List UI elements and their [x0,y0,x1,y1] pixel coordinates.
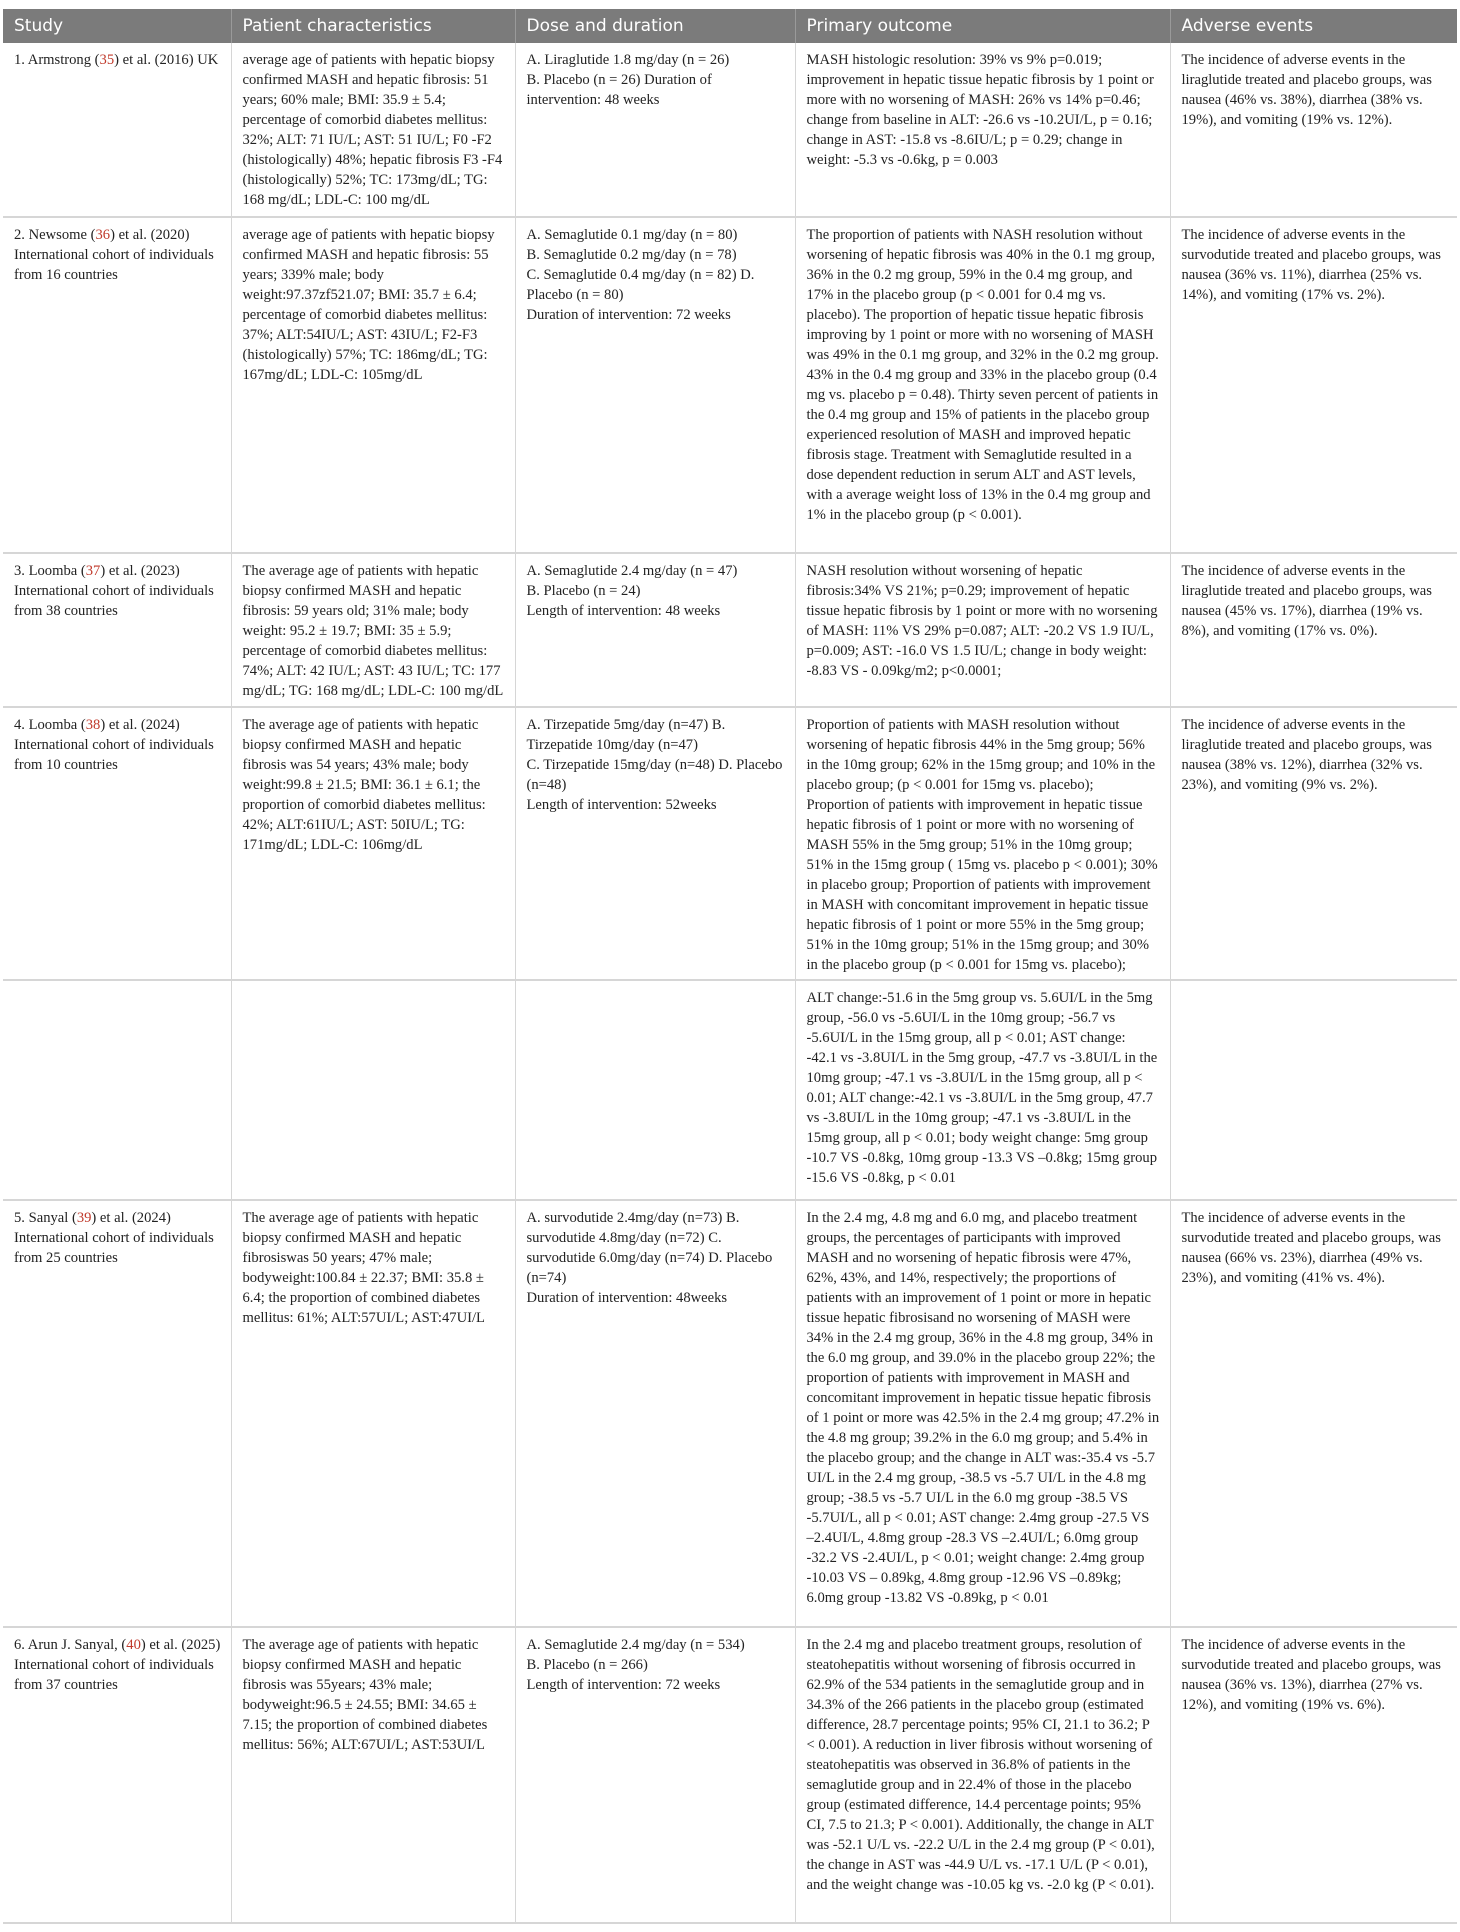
citation-link[interactable]: 35 [99,52,115,68]
study-text: ) et al. (2016) UK [114,52,219,68]
dose-line: C. Tirzepatide 15mg/day (n=48) D. Placebo (n=48) [526,757,783,793]
dose-line: A. Tirzepatide 5mg/day (n=47) B. Tirzepatide 10mg/day (n=47) [526,717,726,753]
study-text: ) et al. (2023) International cohort of individuals from 38 countries [14,563,214,619]
primary-outcome-cell: In the 2.4 mg and placebo treatment groups, resolution of steatohepatitis without worsening of fibrosis occurred in 62.9% of the 534 patients in the semaglutide group and in 34.3% of the 266 patients in the placebo group (estimated difference, 28.7 percentage points; 95% CI, 21.1 to 36.2; P < 0.001). A reduction in liver fibrosis without worsening of steatohepatitis was observed in 36.8% of patients in the semaglutide group and in 22.4% of those in the placebo group (estimated difference, 14.4 percentage points; 95% CI, 7.5 to 21.3; P < 0.001). Additionally, the change in ALT was -52.1 U/L vs. -22.2 U/L in the 2.4 mg group (P < 0.01), the change in AST was -44.9 U/L vs. -17.1 U/L (P < 0.01), and the weight change was -10.05 kg vs. -2.0 kg (P < 0.01). [795,1627,1170,1923]
dose-line: A. Semaglutide 0.1 mg/day (n = 80) [526,227,738,243]
study-text: 6. Arun J. Sanyal, ( [14,1637,127,1653]
dose-line: C. Semaglutide 0.4 mg/day (n = 82) D. Placebo (n = 80) [526,267,755,303]
header-study: Study [3,9,231,43]
patient-characteristics-cell: The average age of patients with hepatic biopsy confirmed MASH and hepatic fibrosis was 55years; 43% male; bodyweight:96.5 ± 24.55; BMI: 34.65 ± 7.15; the proportion of combined diabetes mellitus: 56%; ALT:67UI/L; AST:53UI/L [231,1627,515,1923]
header-patient-characteristics: Patient characteristics [231,9,515,43]
patient-characteristics-cell: The average age of patients with hepatic biopsy confirmed MASH and hepatic fibrosis was 54 years; 43% male; body weight:99.8 ± 21.5; BMI: 36.1 ± 6.1; the proportion of comorbid diabetes mellitus: 42%; ALT:61IU/L; AST: 50IU/L; TG: 171mg/dL; LDL-C: 106mg/dL [231,707,515,980]
header-dose-duration: Dose and duration [515,9,795,43]
citation-link[interactable]: 36 [95,227,111,243]
dose-line: A. survodutide 2.4mg/day (n=73) B. survodutide 4.8mg/day (n=72) C. survodutide 6.0mg/day (n=74) D. Placebo (n=74) [526,1210,773,1286]
table-row [3,43,1457,217]
study-cell [3,217,231,553]
study-text: 2. Newsome ( [14,227,96,243]
study-text: ) et al. (2024) International cohort of individuals from 10 countries [14,717,214,773]
dose-line: A. Liraglutide 1.8 mg/day (n = 26) [526,52,730,68]
dose-duration-cell [515,43,795,217]
header-adverse-events: Adverse events [1170,9,1457,43]
primary-outcome-cell: ALT change:-51.6 in the 5mg group vs. 5.6UI/L in the 5mg group, -56.0 vs -5.6UI/L in the 10mg group; -56.7 vs -5.6UI/L in the 15mg group, all p < 0.01; AST change: -42.1 vs -3.8UI/L in the 5mg group, -47.7 vs -3.8UI/L in the 10mg group; -47.1 vs -3.8UI/L in the 15mg group, all p < 0.01; ALT change:-42.1 vs -3.8UI/L in the 5mg group, 47.7 vs -3.8UI/L in the 10mg group; -47.1 vs -3.8UI/L in the 15mg group, all p < 0.01; body weight change: 5mg group -10.7 VS -0.8kg, 10mg group -13.3 VS –0.8kg; 15mg group -15.6 VS -0.8kg, p < 0.01 [795,980,1170,1200]
citation-link[interactable]: 37 [85,563,101,579]
adverse-events-cell: The incidence of adverse events in the liraglutide treated and placebo groups, was nausea (45% vs. 17%), diarrhea (19% vs. 8%), and vomiting (17% vs. 0%). [1170,553,1457,707]
adverse-events-cell: The incidence of adverse events in the liraglutide treated and placebo groups, was nausea (46% vs. 38%), diarrhea (38% vs. 19%), and vomiting (19% vs. 12%). [1170,43,1457,217]
table-row [3,217,1457,553]
study-cell [3,553,231,707]
table-row [3,553,1457,707]
primary-outcome-cell: Proportion of patients with MASH resolution without worsening of hepatic fibrosis 44% in the 5mg group; 56% in the 10mg group; 62% in the 15mg group; and 10% in the placebo group; (p < 0.001 for 15mg vs. placebo); Proportion of patients with improvement in hepatic tissue hepatic fibrosis of 1 point or more with no worsening of MASH 55% in the 5mg group; 51% in the 10mg group; 51% in the 15mg group ( 15mg vs. placebo p < 0.001); 30% in placebo group; Proportion of patients with improvement in MASH with concomitant improvement in hepatic tissue hepatic fibrosis of 1 point or more 55% in the 5mg group; 51% in the 10mg group; 51% in the 15mg group; and 30% in the placebo group (p < 0.001 for 15mg vs. placebo); [795,707,1170,980]
citation-link[interactable]: 38 [85,717,101,733]
patient-characteristics-cell: The average age of patients with hepatic biopsy confirmed MASH and hepatic fibrosis: 59 years old; 31% male; body weight: 95.2 ± 19.7; BMI: 35 ± 5.9; percentage of comorbid diabetes mellitus: 74%; ALT: 42 IU/L; AST: 43 IU/L; TC: 177 mg/dL; TG: 168 mg/dL; LDL-C: 100 mg/dL [231,553,515,707]
header-primary-outcome: Primary outcome [795,9,1170,43]
table-row [3,980,1457,1200]
dose-line: Duration of intervention: 48weeks [526,1290,728,1306]
study-cell [3,43,231,217]
patient-characteristics-cell: The average age of patients with hepatic biopsy confirmed MASH and hepatic fibrosiswas 50 years; 47% male; bodyweight:100.84 ± 22.37; BMI: 35.8 ± 6.4; the proportion of combined diabetes mellitus: 61%; ALT:57UI/L; AST:47UI/L [231,1200,515,1627]
dose-duration-cell [515,707,795,980]
dose-duration-cell [515,1627,795,1923]
adverse-events-cell: The incidence of adverse events in the survodutide treated and placebo groups, was nausea (36% vs. 13%), diarrhea (27% vs. 12%), and vomiting (19% vs. 6%). [1170,1627,1457,1923]
dose-line: A. Semaglutide 2.4 mg/day (n = 47) [526,563,738,579]
adverse-events-cell: The incidence of adverse events in the survodutide treated and placebo groups, was nausea (36% vs. 11%), diarrhea (25% vs. 14%), and vomiting (17% vs. 2%). [1170,217,1457,553]
study-text: 4. Loomba ( [14,717,86,733]
primary-outcome-cell: The proportion of patients with NASH resolution without worsening of hepatic fibrosis was 40% in the 0.1 mg group, 36% in the 0.2 mg group, 59% in the 0.4 mg group, and 17% in the placebo group (p < 0.001 for 0.4 mg vs. placebo). The proportion of hepatic tissue hepatic fibrosis improving by 1 point or more with no worsening of MASH was 49% in the 0.1 mg group, and 32% in the 0.2 mg group. 43% in the 0.4 mg group and 33% in the placebo group (0.4 mg vs. placebo p = 0.48). Thirty seven percent of patients in the 0.4 mg group and 15% of patients in the placebo group experienced resolution of MASH and improved hepatic fibrosis stage. Treatment with Semaglutide resulted in a dose dependent reduction in serum ALT and AST levels, with a average weight loss of 13% in the 0.4 mg group and 1% in the placebo group (p < 0.001). [795,217,1170,553]
primary-outcome-cell: MASH histologic resolution: 39% vs 9% p=0.019; improvement in hepatic tissue hepatic fibrosis by 1 point or more with no worsening of MASH: 26% vs 14% p=0.46; change from baseline in ALT: -26.6 vs -10.2UI/L, p = 0.16; change in AST: -15.8 vs -8.6IU/L; p = 0.29; change in weight: -5.3 vs -0.6kg, p = 0.003 [795,43,1170,217]
patient-characteristics-cell: average age of patients with hepatic biopsy confirmed MASH and hepatic fibrosis: 51 years; 60% male; BMI: 35.9 ± 5.4; percentage of comorbid diabetes mellitus: 32%; ALT: 71 IU/L; AST: 51 IU/L; F0 -F2 (histologically) 48%; hepatic fibrosis F3 -F4 (histologically) 52%; TC: 173mg/dL; TG: 168 mg/dL; LDL-C: 100 mg/dL [231,43,515,217]
adverse-events-cell [1170,980,1457,1200]
primary-outcome-cell: In the 2.4 mg, 4.8 mg and 6.0 mg, and placebo treatment groups, the percentages of participants with improved MASH and no worsening of hepatic fibrosis were 47%, 62%, 43%, and 14%, respectively; the proportions of patients with an improvement of 1 point or more in hepatic tissue hepatic fibrosisand no worsening of MASH were 34% in the 2.4 mg group, 36% in the 4.8 mg group, 34% in the 6.0 mg group, and 39.0% in the placebo group 22%; the proportion of patients with improvement in MASH and concomitant improvement in hepatic tissue hepatic fibrosis of 1 point or more was 42.5% in the 2.4 mg group; 47.2% in the 4.8 mg group; 39.2% in the 6.0 mg group; and 5.4% in the placebo group; and the change in ALT was:-35.4 vs -5.7 UI/L in the 2.4 mg group, -38.5 vs -5.7 UI/L in the 4.8 mg group; -38.5 vs -5.7 UI/L in the 6.0 mg group -38.5 VS -5.7UI/L, all p < 0.01; AST change: 2.4mg group -27.5 VS –2.4UI/L, 4.8mg group -28.3 VS –2.4UI/L; 6.0mg group -32.2 VS -2.4UI/L, p < 0.01; weight change: 2.4mg group -10.03 VS – 0.89kg, 4.8mg group -12.96 VS –0.89kg; 6.0mg group -13.82 VS -0.89kg, p < 0.01 [795,1200,1170,1627]
study-cell [3,707,231,980]
study-text: ) et al. (2020) International cohort of individuals from 16 countries [14,227,214,283]
dose-duration-cell [515,217,795,553]
dose-line: Duration of intervention: 72 weeks [526,307,731,323]
table-row [3,1200,1457,1627]
dose-line: Length of intervention: 72 weeks [526,1677,721,1693]
dose-line: B. Semaglutide 0.2 mg/day (n = 78) [526,247,737,263]
dose-duration-cell [515,553,795,707]
dose-line: A. Semaglutide 2.4 mg/day (n = 534) [526,1637,745,1653]
patient-characteristics-cell [231,980,515,1200]
header-row [3,9,1457,43]
dose-line: B. Placebo (n = 24) [526,583,641,599]
study-text: 5. Sanyal ( [14,1210,77,1226]
dose-duration-cell [515,980,795,1200]
table-row [3,1627,1457,1923]
adverse-events-cell: The incidence of adverse events in the liraglutide treated and placebo groups, was nausea (38% vs. 12%), diarrhea (32% vs. 23%), and vomiting (9% vs. 2%). [1170,707,1457,980]
study-text: 1. Armstrong ( [14,52,100,68]
study-text: 3. Loomba ( [14,563,86,579]
dose-line: B. Placebo (n = 26) Duration of intervention: 48 weeks [526,72,712,108]
dose-line: B. Placebo (n = 266) [526,1657,648,1673]
patient-characteristics-cell: average age of patients with hepatic biopsy confirmed MASH and hepatic fibrosis: 55 years; 339% male; body weight:97.37zf521.07; BMI: 35.7 ± 6.4; percentage of comorbid diabetes mellitus: 37%; ALT:54IU/L; AST: 43IU/L; F2-F3 (histologically) 57%; TC: 186mg/dL; TG: 167mg/dL; LDL-C: 105mg/dL [231,217,515,553]
dose-line: Length of intervention: 48 weeks [526,603,721,619]
table-row [3,707,1457,980]
study-text: ) et al. (2024) International cohort of individuals from 25 countries [14,1210,214,1266]
study-text: ) et al. (2025) International cohort of individuals from 37 countries [14,1637,221,1693]
study-cell [3,1627,231,1923]
adverse-events-cell: The incidence of adverse events in the survodutide treated and placebo groups, was nausea (66% vs. 23%), diarrhea (49% vs. 23%), and vomiting (41% vs. 4%). [1170,1200,1457,1627]
dose-line: Length of intervention: 52weeks [526,797,717,813]
study-cell [3,980,231,1200]
study-comparison-table [3,9,1457,1924]
dose-duration-cell [515,1200,795,1627]
study-cell [3,1200,231,1627]
citation-link[interactable]: 40 [126,1637,141,1653]
primary-outcome-cell: NASH resolution without worsening of hepatic fibrosis:34% VS 21%; p=0.29; improvement of hepatic tissue hepatic fibrosis by 1 point or more with no worsening of MASH: 11% VS 29% p=0.087; ALT: -20.2 VS 1.9 IU/L, p=0.009; AST: -16.0 VS 1.5 IU/L; change in body weight: -8.83 VS - 0.09kg/m2; p<0.0001; [795,553,1170,707]
citation-link[interactable]: 39 [76,1210,92,1226]
